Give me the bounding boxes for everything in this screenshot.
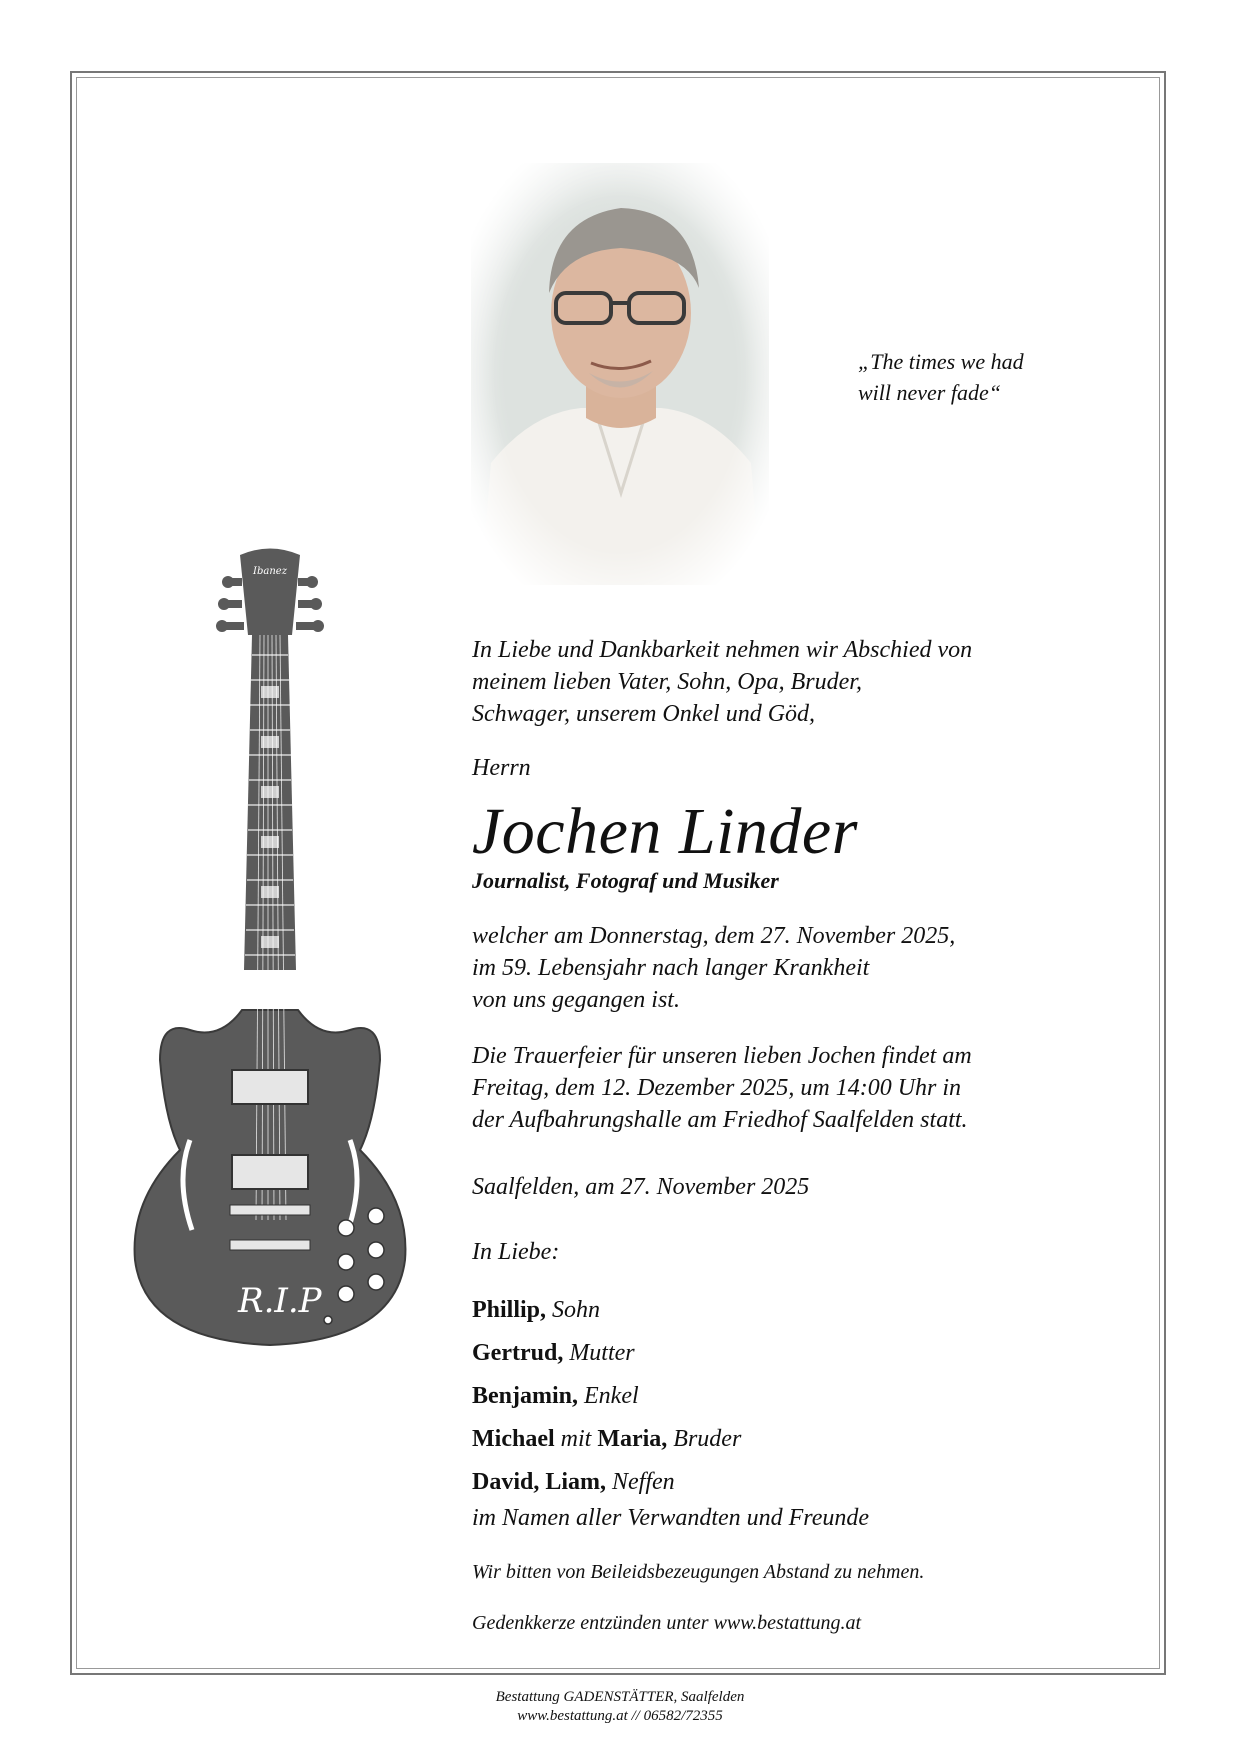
mourner-item	[472, 1332, 1112, 1375]
guitar-illustration	[120, 540, 420, 1360]
intro-line-1: In Liebe und Dankbarkeit nehmen wir Abschied von	[472, 637, 973, 663]
quote	[858, 346, 1118, 408]
guitar-brand-text: Ibanez	[253, 566, 287, 577]
mourner-name: Phillip,	[472, 1297, 547, 1323]
mourner-relation: Neffen	[612, 1469, 675, 1495]
death-line-3: von uns gegangen ist.	[472, 987, 680, 1013]
mourner-item	[472, 1289, 1112, 1332]
quote-line-2: will never fade“	[858, 380, 1001, 405]
funeral-line-3: der Aufbahrungshalle am Friedhof Saalfelden statt.	[472, 1107, 968, 1133]
salutation: Herrn	[472, 755, 531, 781]
mourner-item	[472, 1461, 1112, 1504]
bridge	[230, 1205, 310, 1215]
place-date: Saalfelden, am 27. November 2025	[472, 1174, 810, 1200]
profession: Journalist, Fotograf und Musiker	[472, 868, 779, 893]
mourner-connector: mit	[560, 1426, 592, 1452]
intro-line-3: Schwager, unserem Onkel und Göd,	[472, 701, 816, 727]
funeral-home-footer	[0, 1688, 1240, 1726]
relatives-line: im Namen aller Verwandten und Freunde	[472, 1505, 870, 1531]
mourner-item	[472, 1375, 1112, 1418]
funeral-line-2: Freitag, dem 12. Dezember 2025, um 14:00 Uhr in	[472, 1075, 962, 1101]
mourner-name: Gertrud,	[472, 1340, 564, 1366]
mourners-list	[472, 1289, 1112, 1504]
candle-note: Gedenkkerze entzünden unter www.bestattung.at	[472, 1612, 862, 1634]
portrait-photo	[471, 163, 769, 585]
mourner-relation: Enkel	[584, 1383, 639, 1409]
condolence-note: Wir bitten von Beileidsbezeugungen Abstand zu nehmen.	[472, 1561, 925, 1583]
death-line-2: im 59. Lebensjahr nach langer Krankheit	[472, 955, 870, 981]
mourner-name-2: Maria,	[597, 1426, 668, 1452]
death-notice	[472, 920, 1112, 1016]
deceased-name: Jochen Linder	[472, 795, 858, 868]
mourner-name: Michael	[472, 1426, 555, 1452]
mourner-relation: Mutter	[569, 1340, 635, 1366]
footer-line-2: www.bestattung.at // 06582/72355	[517, 1708, 723, 1724]
mourner-item	[472, 1418, 1112, 1461]
quote-line-1: „The times we had	[858, 349, 1024, 374]
mourner-name: David, Liam,	[472, 1469, 607, 1495]
mourner-relation: Bruder	[673, 1426, 742, 1452]
intro-line-2: meinem lieben Vater, Sohn, Opa, Bruder,	[472, 669, 862, 695]
funeral-line-1: Die Trauerfeier für unseren lieben Jochen findet am	[472, 1043, 972, 1069]
footer-line-1: Bestattung GADENSTÄTTER, Saalfelden	[495, 1689, 745, 1705]
funeral-notice	[472, 1040, 1112, 1136]
neck-pickup	[232, 1070, 308, 1104]
mourner-name: Benjamin,	[472, 1383, 579, 1409]
rip-text: R.I.P	[238, 1281, 322, 1321]
death-line-1: welcher am Donnerstag, dem 27. November 2025,	[472, 923, 956, 949]
tailpiece	[230, 1240, 310, 1250]
intro-text	[472, 634, 1112, 730]
mourner-relation: Sohn	[552, 1297, 601, 1323]
bridge-pickup	[232, 1155, 308, 1189]
in-love-heading: In Liebe:	[472, 1239, 560, 1265]
